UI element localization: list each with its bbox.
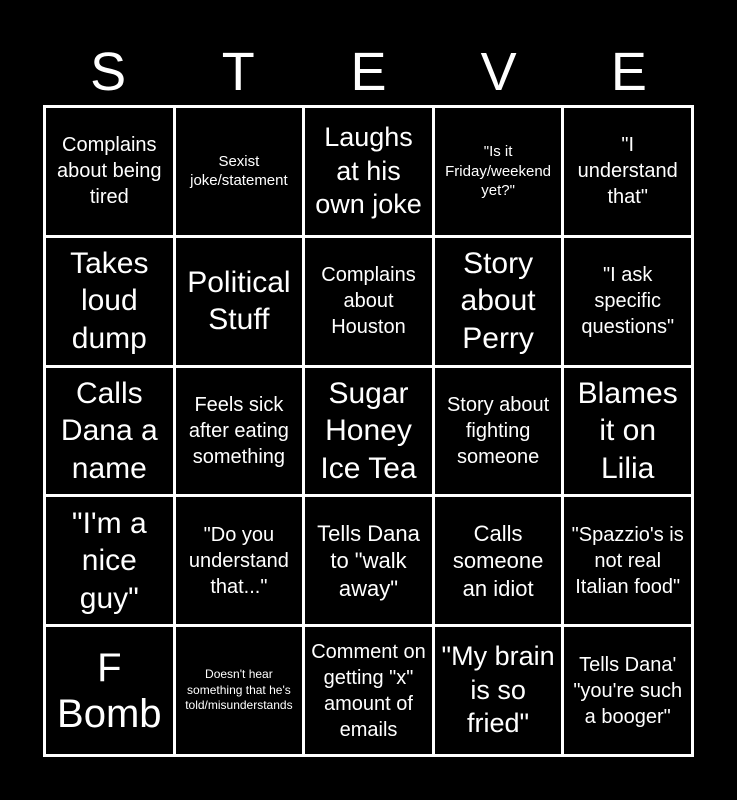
- cell-text: Complains about being tired: [57, 134, 162, 209]
- cell-text: Takes loud dump: [70, 246, 149, 355]
- bingo-cell[interactable]: [46, 497, 173, 624]
- bingo-cell[interactable]: [305, 368, 432, 495]
- cell-text: Complains about Houston: [321, 264, 416, 339]
- bingo-cell[interactable]: [46, 368, 173, 495]
- cell-text: Feels sick after eating something: [188, 393, 289, 468]
- header-letter-s: S: [90, 42, 127, 102]
- cell-text: Political Stuff: [187, 265, 291, 337]
- cell-text: "I understand that": [577, 134, 678, 209]
- cell-text: Laughs at his own joke: [315, 121, 422, 220]
- bingo-cell[interactable]: [564, 368, 691, 495]
- bingo-cell[interactable]: [564, 108, 691, 235]
- bingo-cell[interactable]: [46, 238, 173, 365]
- header-letter-v: V: [480, 42, 517, 102]
- cell-text: Sexist joke/statement: [190, 152, 288, 190]
- cell-text: "Spazzio's is not real Italian food": [571, 523, 684, 598]
- bingo-cell[interactable]: [435, 368, 562, 495]
- bingo-cell[interactable]: [564, 238, 691, 365]
- bingo-cell[interactable]: [564, 497, 691, 624]
- bingo-cell[interactable]: [305, 238, 432, 365]
- bingo-cell[interactable]: [305, 627, 432, 754]
- bingo-cell[interactable]: [46, 627, 173, 754]
- bingo-cell[interactable]: [176, 368, 303, 495]
- cell-text: "I ask specific questions": [581, 264, 675, 339]
- cell-text: Tells Dana to "walk away": [317, 520, 420, 601]
- cell-text: Sugar Honey Ice Tea: [320, 376, 417, 485]
- cell-text: Story about fighting someone: [446, 393, 550, 468]
- bingo-cell[interactable]: [176, 108, 303, 235]
- cell-text: "My brain is so fried": [441, 640, 555, 739]
- bingo-board: [43, 105, 694, 757]
- cell-text: "Do you understand that...": [188, 523, 289, 598]
- bingo-cell[interactable]: [176, 627, 303, 754]
- bingo-cell[interactable]: [435, 238, 562, 365]
- cell-text: "Is it Friday/weekend yet?": [445, 143, 552, 200]
- bingo-cell[interactable]: [435, 627, 562, 754]
- cell-text: "I'm a nice guy": [71, 506, 147, 615]
- bingo-cell[interactable]: [564, 627, 691, 754]
- cell-text: Comment on getting "x" amount of emails: [311, 640, 426, 741]
- header-letter-e: E: [350, 42, 387, 102]
- cell-text: Calls Dana a name: [60, 376, 158, 485]
- bingo-cell[interactable]: [435, 108, 562, 235]
- header-letter-e-2: E: [610, 42, 647, 102]
- cell-text: Blames it on Lilia: [577, 376, 678, 485]
- bingo-cell[interactable]: [46, 108, 173, 235]
- bingo-cell[interactable]: [305, 497, 432, 624]
- cell-text: Doesn't hear something that he's told/misunderstands: [185, 667, 293, 713]
- cell-text: Story about Perry: [460, 246, 536, 355]
- bingo-cell[interactable]: [435, 497, 562, 624]
- header-letter-t: T: [221, 42, 255, 102]
- bingo-cell[interactable]: [176, 497, 303, 624]
- bingo-cell[interactable]: [176, 238, 303, 365]
- cell-text: Tells Dana' "you're such a booger": [573, 653, 683, 728]
- bingo-header: [43, 40, 694, 104]
- cell-text: F Bomb: [57, 645, 162, 736]
- cell-text: Calls someone an idiot: [452, 520, 544, 601]
- bingo-cell[interactable]: [305, 108, 432, 235]
